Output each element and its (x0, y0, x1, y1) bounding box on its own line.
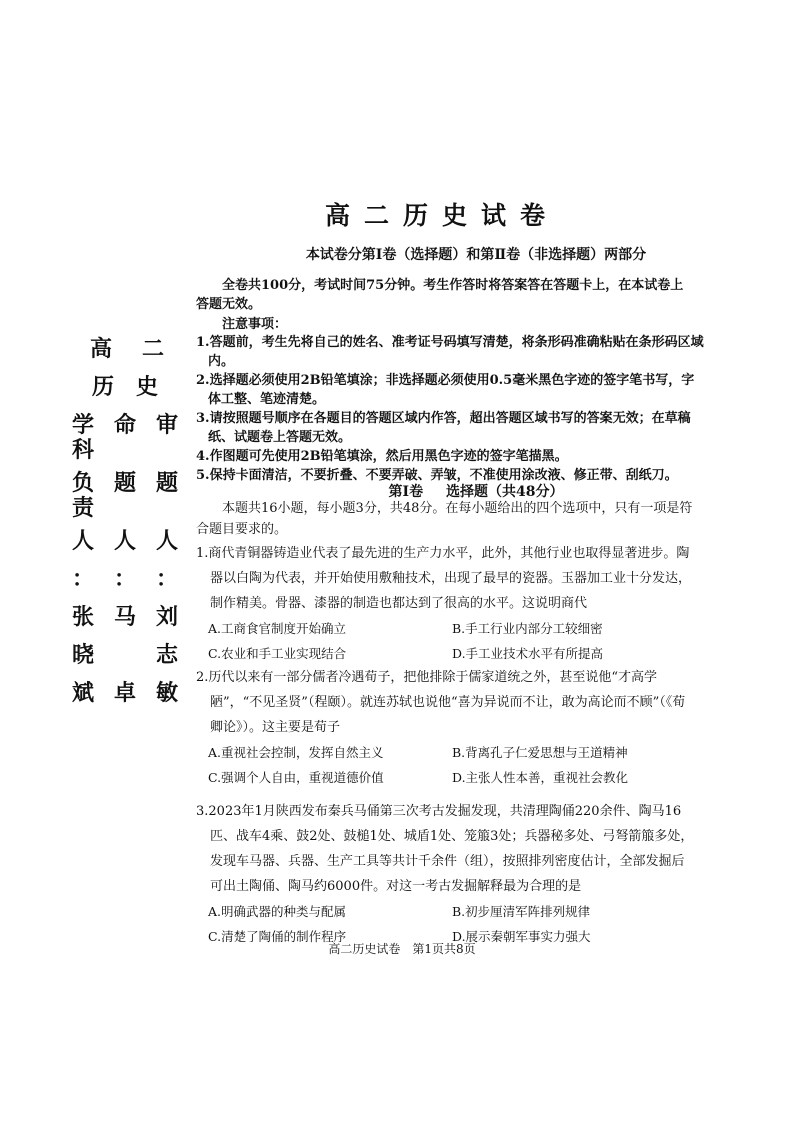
side-char (154, 494, 180, 522)
option-d: D.主张人性本善，重视社会教化 (452, 770, 629, 785)
note-item: 4.作图题可先使用2B铅笔填涂，然后用黑色字迹的签字笔描黑。 (196, 449, 568, 464)
side-credits-row (70, 522, 180, 560)
question-options (196, 616, 696, 666)
side-char: 人 (155, 528, 178, 554)
side-char: ： (113, 566, 136, 592)
option-a: A.重视社会控制，发挥自然主义 (208, 745, 384, 760)
side-char: 史 (135, 374, 158, 400)
side-char: 刘 (155, 604, 178, 630)
note-item: 5.保持卡面清洁，不要折叠、不要弄破、弄皱，不准使用涂改液、修正带、刮纸刀。 (196, 468, 678, 483)
side-char: 卓 (113, 680, 136, 706)
side-char: 张 (71, 604, 94, 630)
side-char: 责 (71, 495, 94, 521)
side-row-subject (70, 368, 180, 406)
side-char (112, 636, 138, 674)
notes-title: 注意事项： (222, 317, 288, 332)
side-char: 命 (113, 412, 136, 438)
side-char: 敏 (155, 680, 178, 706)
side-credits-row (70, 436, 180, 464)
side-char: 二 (141, 336, 164, 362)
side-char: 志 (155, 642, 178, 668)
option-a: A.明确武器的种类与配属 (208, 904, 347, 919)
note-item: 3.请按照题号顺序在各题目的答题区域内作答，超出答题区域书写的答案无效；在草稿纸、试题卷上答题无效。 (196, 411, 691, 445)
side-char: 斌 (71, 680, 94, 706)
side-char: 人 (113, 528, 136, 554)
side-credits-row (70, 560, 180, 598)
side-char (112, 494, 138, 522)
question-3 (196, 799, 696, 949)
option-d: D.手工业技术水平有所提高 (452, 646, 604, 661)
section-description: 本题共16小题，每小题3分，共48分。在每小题给出的四个选项中，只有一项是符合题目要求的。 (196, 501, 693, 537)
section-title: 第Ⅰ卷 选择题（共48分） (388, 484, 564, 500)
side-char: 审 (155, 412, 178, 438)
side-char: 负 (71, 470, 94, 496)
side-char: 题 (155, 470, 178, 496)
side-char: 题 (113, 470, 136, 496)
question-2 (196, 665, 696, 790)
question-stem: 2.历代以来有一部分儒者冷遇荀子，把他排除于儒家道统之外，甚至说他“才高学陋”，“不见圣贤”（程颐）。就连苏轼也说他“喜为异说而不让，敢为高论而不顾”（《荀卿论》）。这主要是荀子 (196, 670, 686, 735)
option-c: C.清楚了陶俑的制作程序 (208, 929, 347, 944)
side-credits-row (70, 494, 180, 522)
side-panel (70, 330, 180, 712)
side-char: ： (71, 566, 94, 592)
question-stem: 3.2023年1月陕西发布秦兵马俑第三次考古发掘发现，共清理陶俑220余件、陶马16匹、战车4乘、鼓2处、鼓槌1处、城盾1处、笼箙3处；兵器秘多处、弓弩箭箙多处，发现车马器、兵器、生产工具等共计千余件（组），按照排列密度估计，全部发掘后可出土陶俑、陶马约6000件。对这一考古发掘解释最为合理的是 (196, 804, 694, 894)
exam-intro: 全卷共100分，考试时间75分钟。考生作答时将答案答在答题卡上，在本试卷上答题无效。 (196, 278, 684, 312)
option-c: C.强调个人自由，重视道德价值 (208, 770, 384, 785)
side-char: 人 (71, 528, 94, 554)
side-credits-row (70, 598, 180, 636)
question-stem: 1.商代青铜器铸造业代表了最先进的生产力水平，此外，其他行业也取得显著进步。陶器以白陶为代表，并开始使用敷釉技术，出现了最早的瓷器。玉器加工业十分发达，制作精美。骨器、漆器的制造也都达到了很高的水平。这说明商代 (196, 546, 692, 611)
note-item: 2.选择题必须使用2B铅笔填涂；非选择题必须使用0.5毫米黑色字迹的签字笔书写，字体工整、笔迹清楚。 (196, 373, 695, 407)
side-char: 晓 (71, 642, 94, 668)
side-credits-row (70, 674, 180, 712)
note-item: 1.答题前，考生先将自己的姓名、准考证号码填写清楚，将条形码准确粘贴在条形码区域内。 (196, 335, 704, 369)
option-d: D.展示秦朝军事实力强大 (452, 929, 591, 944)
side-char: 马 (113, 604, 136, 630)
question-options (196, 740, 696, 790)
option-b: B.手工行业内部分工较细密 (452, 621, 603, 636)
side-char: 历 (91, 374, 114, 400)
option-a: A.工商食官制度开始确立 (208, 621, 347, 636)
side-char: 科 (71, 437, 94, 463)
side-char: 学 (71, 412, 94, 438)
notes-list (196, 333, 706, 485)
side-row-grade (70, 330, 180, 368)
document-title: 高二历史试卷 (324, 201, 559, 230)
side-char (112, 436, 138, 464)
option-b: B.初步厘清军阵排列规律 (452, 904, 591, 919)
option-c: C.农业和手工业实现结合 (208, 646, 347, 661)
side-char: 高 (89, 336, 112, 362)
side-char (154, 436, 180, 464)
question-1 (196, 541, 696, 666)
page-footer: 高二历史试卷 第1页共8页 (328, 942, 476, 956)
option-b: B.背离孔子仁爱思想与王道精神 (452, 745, 628, 760)
side-char: ： (155, 566, 178, 592)
side-credits-row (70, 636, 180, 674)
side-credits-grid (70, 406, 180, 712)
document-subtitle: 本试卷分第Ⅰ卷（选择题）和第Ⅱ卷（非选择题）两部分 (305, 247, 647, 263)
